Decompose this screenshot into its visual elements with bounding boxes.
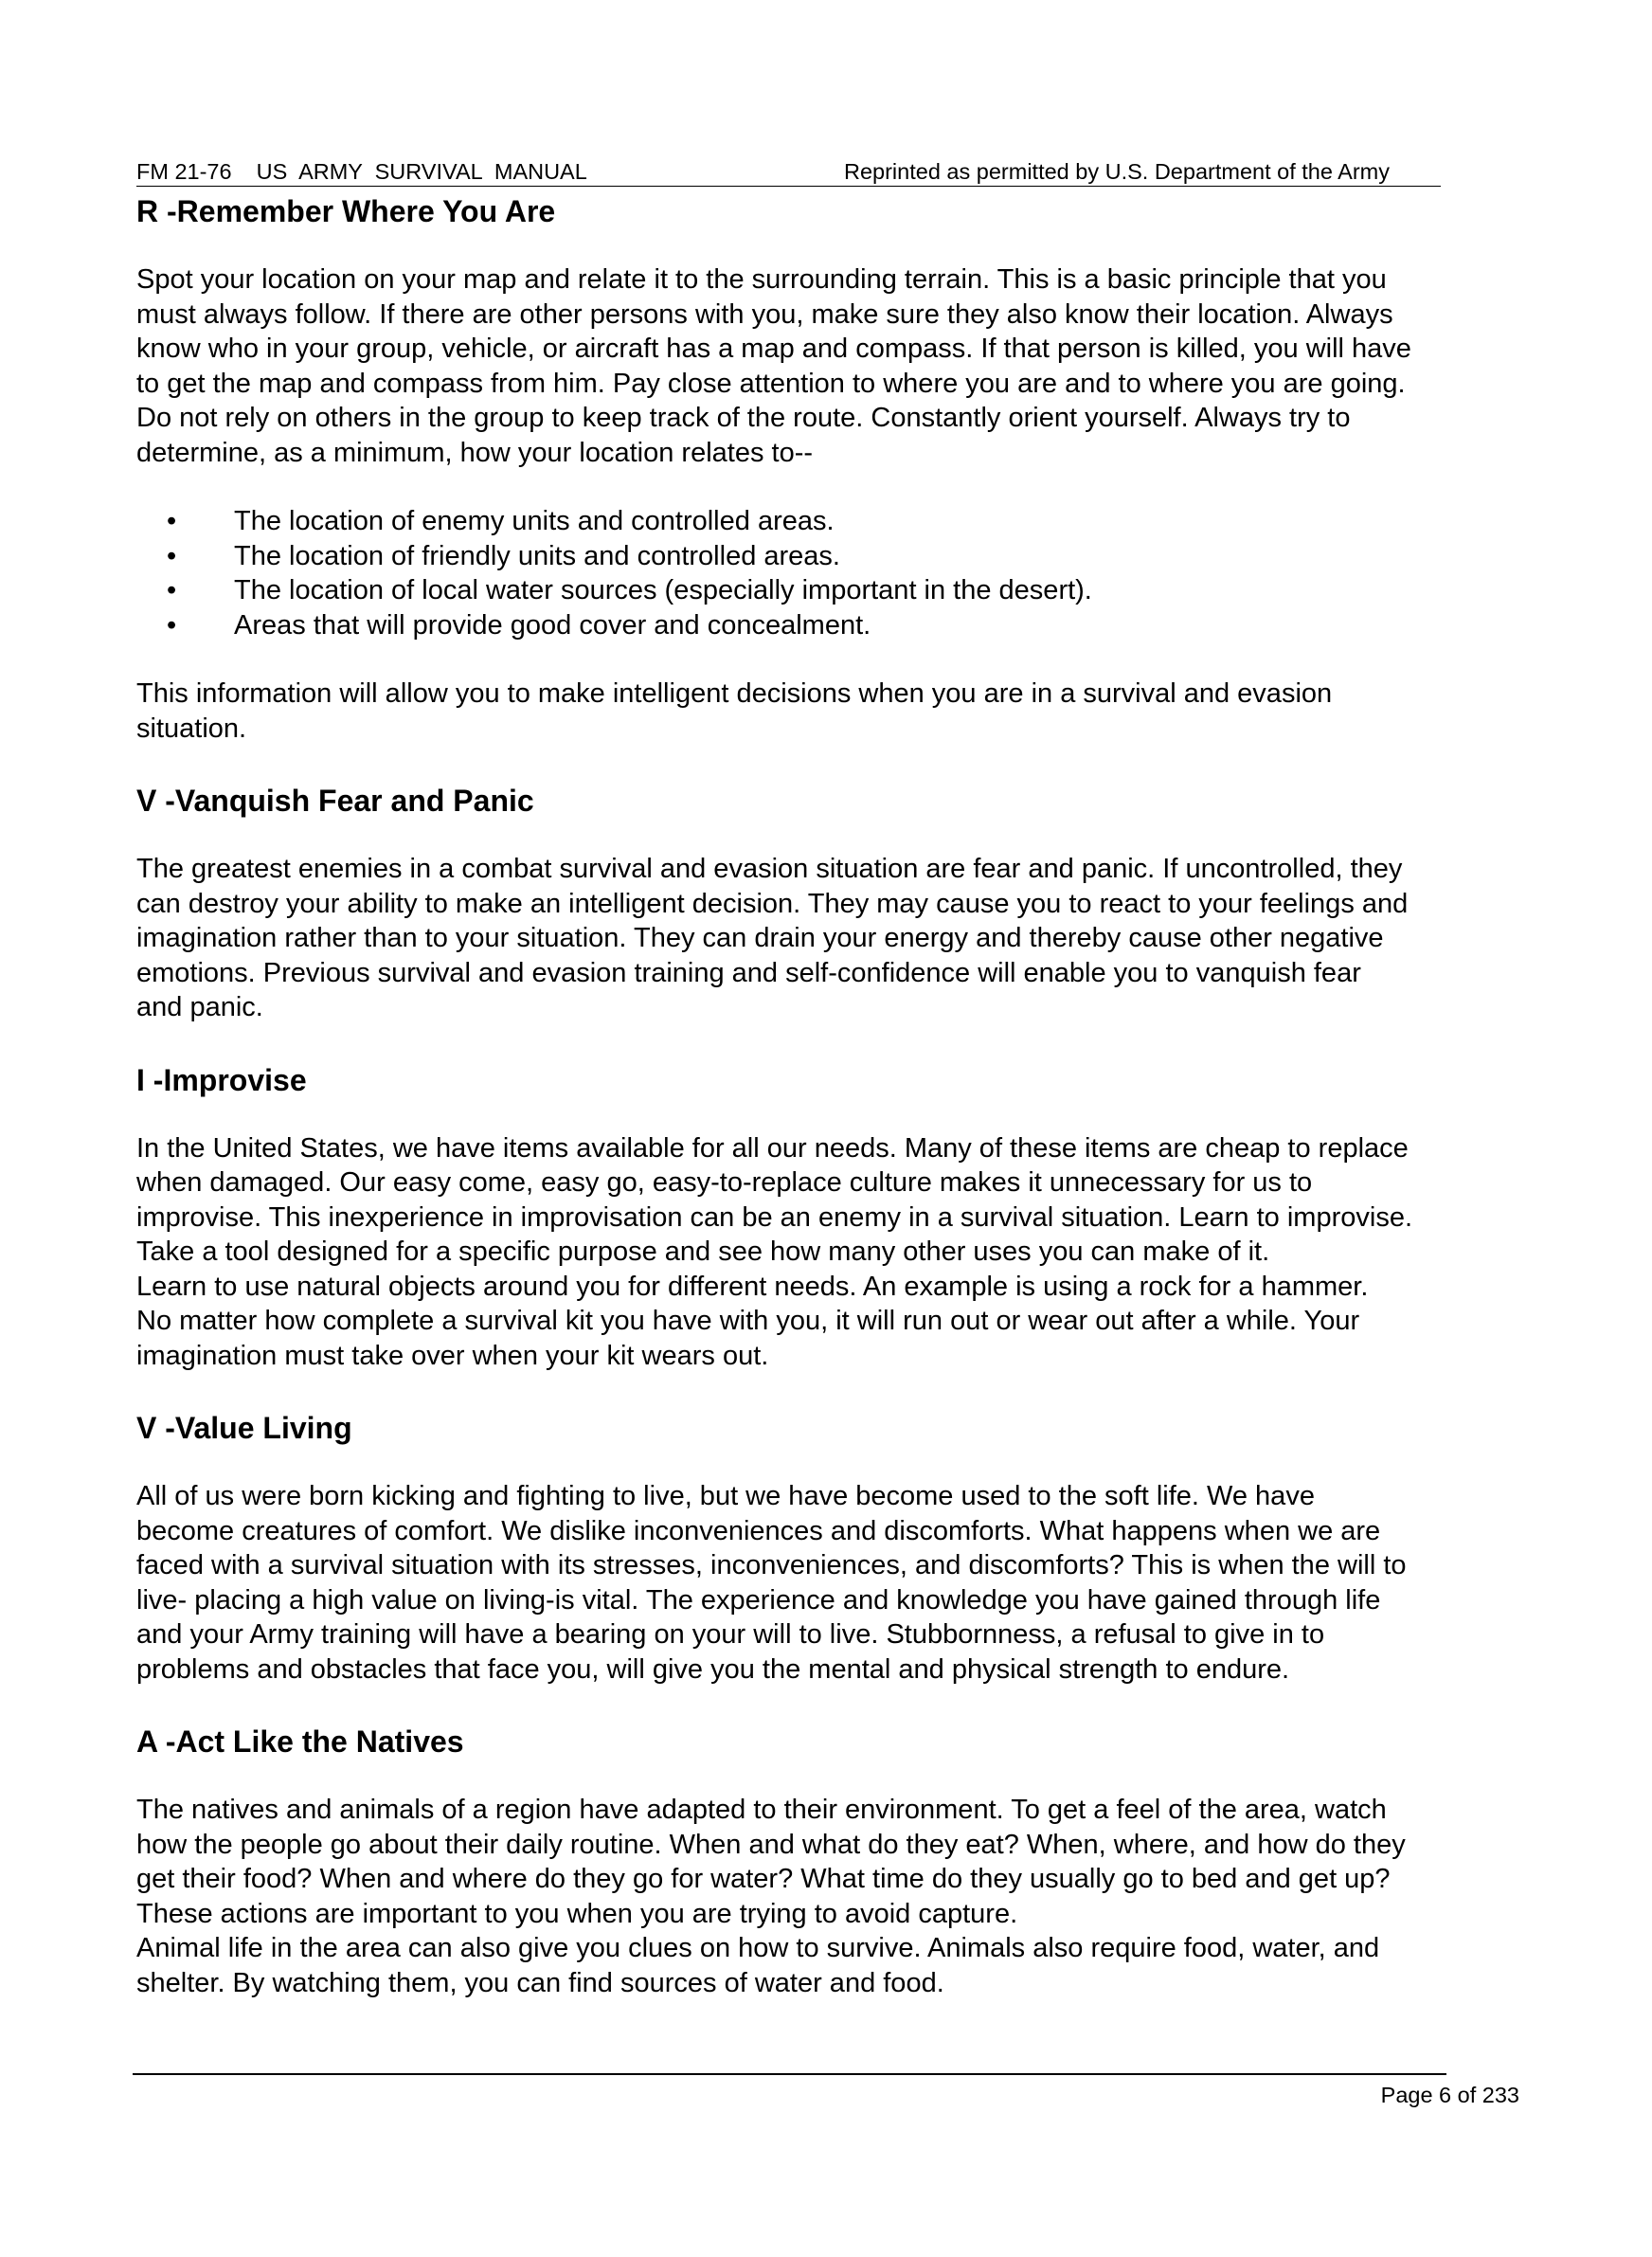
section-paragraph: The natives and animals of a region have adapted to their environment. To get a feel of the area, watch how the people go about their daily routine. When and what do they eat? When, where, and how do they get their food? When and where do they go for water? What time do they usually go to bed and get up? These actions are important to you when you are trying to avoid capture. Animal life in the area can also give you clues on how to survive. Animals also require food, water, and shelter. By watching them, you can find sources of water and food.	[136, 1795, 1406, 1998]
section-act	[136, 1722, 1538, 2000]
page-content	[136, 191, 1538, 2000]
bullet-icon: •	[167, 575, 177, 605]
bullet-icon: •	[167, 506, 177, 536]
list-item-text: The location of enemy units and controlled areas.	[234, 506, 835, 536]
section-closing-paragraph: This information will allow you to make intelligent decisions when you are in a survival and evasion situation.	[136, 678, 1333, 744]
list-item	[136, 573, 1538, 608]
list-item	[136, 539, 1538, 574]
section-heading: A -Act Like the Natives	[136, 1724, 464, 1759]
list-item	[136, 504, 1538, 539]
section-value	[136, 1408, 1538, 1687]
bullet-icon: •	[167, 540, 177, 571]
section-remember	[136, 191, 1538, 746]
section-heading: I -Improvise	[136, 1062, 307, 1097]
bullet-icon: •	[167, 609, 177, 641]
list-item-text: Areas that will provide good cover and concealment.	[234, 609, 871, 641]
reprint-notice: Reprinted as permitted by U.S. Department of the Army	[844, 159, 1391, 184]
section-vanquish	[136, 781, 1538, 1025]
list-item-text: The location of friendly units and controlled areas.	[234, 540, 840, 571]
footer-divider	[133, 2073, 1446, 2075]
section-paragraph: The greatest enemies in a combat survival and evasion situation are fear and panic. If uncontrolled, they can destroy your ability to make an intelligent decision. They may cause you to react to your feelings and imagination rather than to your situation. They can drain your energy and thereby cause other negative emotions. Previous survival and evasion training and self-confidence will enable you to vanquish fear and panic.	[136, 854, 1409, 1022]
section-heading: V -Vanquish Fear and Panic	[136, 784, 534, 818]
list-item	[136, 608, 1538, 643]
section-heading: V -Value Living	[136, 1411, 352, 1445]
page-number: Page 6 of 233	[1380, 2083, 1519, 2107]
list-item-text: The location of local water sources (especially important in the desert).	[234, 575, 1092, 605]
section-paragraph: In the United States, we have items available for all our needs. Many of these items are cheap to replace when damaged. Our easy come, easy go, easy-to-replace culture makes it unnecessary for us to improvise. This inexperience in improvisation can be an enemy in a survival situation. Learn to improvise. Take a tool designed for a specific purpose and see how many other uses you can make of it. Learn to use natural objects around you for different needs. An example is using a rock for a hammer. No matter how complete a survival kit you have with you, it will run out or wear out after a while. Your imagination must take over when your kit wears out.	[136, 1132, 1412, 1371]
location-bullet-list	[136, 504, 1538, 642]
section-improvise	[136, 1060, 1538, 1374]
manual-title: FM 21-76 US ARMY SURVIVAL MANUAL	[136, 159, 587, 184]
section-paragraph: All of us were born kicking and fighting to live, but we have become used to the soft life. We have become creatures of comfort. We dislike inconveniences and discomforts. What happens when we are faced with a survival situation with its stresses, inconveniences, and discomforts? This is when the will to live- placing a high value on living-is vital. The experience and knowledge you have gained through life and your Army training will have a bearing on your will to live. Stubbornness, a refusal to give in to problems and obstacles that face you, will give you the mental and physical strength to endure.	[136, 1481, 1407, 1685]
section-paragraph: Spot your location on your map and relate it to the surrounding terrain. This is a basic principle that you must always follow. If there are other persons with you, make sure they also know their location. Always know who in your group, vehicle, or aircraft has a map and compass. If that person is killed, you will have to get the map and compass from him. Pay close attention to where you are and to where you are going. Do not rely on others in the group to keep track of the route. Constantly orient yourself. Always try to determine, as a minimum, how your location relates to--	[136, 264, 1411, 468]
page-header	[136, 157, 1441, 187]
section-heading: R -Remember Where You Are	[136, 194, 556, 228]
